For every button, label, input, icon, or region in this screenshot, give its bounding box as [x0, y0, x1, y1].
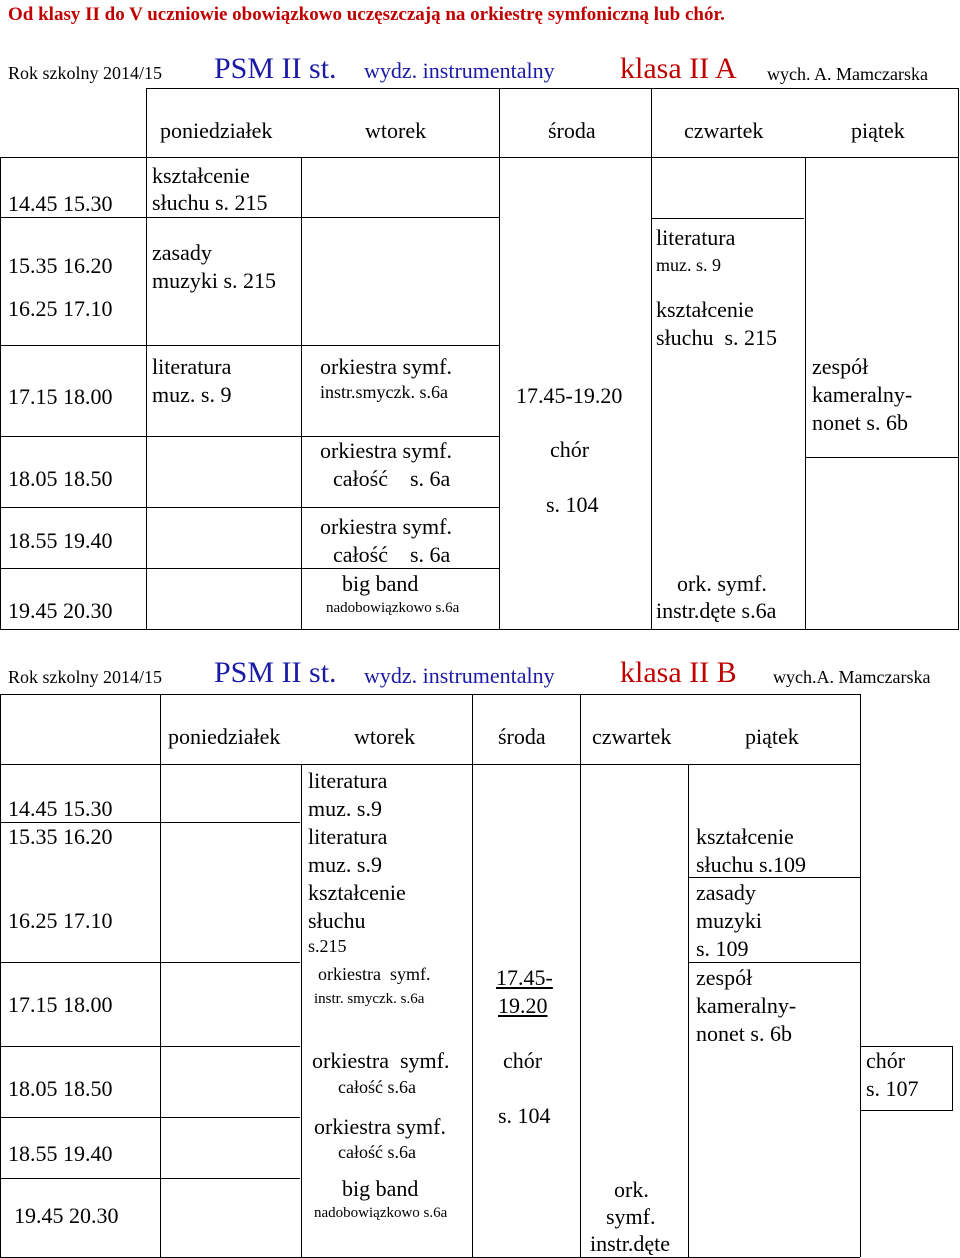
lesson-chamber-ensemble: zespół [696, 965, 753, 990]
lesson-chamber-ensemble-room: nonet s. 6b [812, 410, 908, 435]
lesson-orchestra-full-room: całość s.6a [338, 1077, 416, 1097]
lesson-big-band: big band [342, 1176, 419, 1201]
grid-line [146, 88, 147, 629]
grid-line [301, 157, 302, 629]
lesson-music-literature-room: muz. s.9 [308, 852, 382, 877]
class-name: klasa II B [620, 656, 737, 689]
school-year: Rok szkolny 2014/15 [8, 63, 163, 83]
grid-line [0, 822, 300, 823]
grid-line [0, 507, 500, 508]
grid-line [0, 1178, 300, 1179]
lesson-orchestra-full: orkiestra symf. [320, 438, 452, 463]
lesson-orchestra-full-room: całość s.6a [338, 1142, 416, 1162]
lesson-music-literature: literatura [308, 768, 388, 793]
lesson-music-literature: literatura [656, 225, 736, 250]
lesson-orchestra-winds: ork. [614, 1177, 649, 1202]
grid-line [0, 694, 860, 695]
day-header-tuesday: wtorek [365, 118, 427, 143]
grid-line [958, 88, 959, 629]
lesson-music-rules-2: muzyki [696, 908, 762, 933]
time-slot: 17.15 18.00 [8, 992, 113, 1017]
choir-time-end: 19.20 [498, 993, 548, 1018]
lesson-orchestra-winds-room: instr.dęte [590, 1231, 671, 1256]
grid-line [806, 457, 959, 458]
lesson-chamber-ensemble-room: nonet s. 6b [696, 1021, 792, 1046]
lesson-chamber-ensemble-type: kameralny- [812, 382, 913, 407]
grid-line [952, 1046, 953, 1111]
day-header-thursday: czwartek [684, 118, 764, 143]
lesson-ear-training: kształcenie [696, 824, 794, 849]
grid-line [0, 764, 860, 765]
lesson-ear-training: kształcenie [152, 163, 250, 188]
lesson-music-rules: zasady [152, 240, 212, 265]
time-slot: 19.45 20.30 [8, 598, 113, 623]
grid-line [0, 1046, 300, 1047]
lesson-music-rules: zasady [696, 880, 756, 905]
lesson-orchestra-strings: orkiestra symf. [320, 354, 452, 379]
time-slot: 15.35 16.20 [8, 824, 113, 849]
grid-line [860, 694, 861, 1257]
class-teacher: wych.A. Mamczarska [773, 667, 931, 687]
compulsory-note: Od klasy II do V uczniowie obowiązkowo uczęszczają na orkiestrę symfoniczną lub chór. [8, 4, 725, 25]
lesson-orchestra-strings-room: instr. smyczk. s.6a [314, 991, 425, 1007]
lesson-choir-room: s. 107 [866, 1076, 919, 1101]
lesson-ear-training: kształcenie [656, 297, 754, 322]
day-header-friday: piątek [851, 118, 905, 143]
choir-time: 17.45-19.20 [516, 383, 623, 408]
lesson-orchestra-winds: ork. symf. [677, 571, 767, 596]
grid-line [805, 157, 806, 629]
lesson-orchestra-winds-2: symf. [606, 1204, 656, 1229]
grid-line [0, 1117, 300, 1118]
lesson-ear-training-2: słuchu [308, 908, 366, 933]
day-header-thursday: czwartek [592, 724, 672, 749]
time-slot: 14.45 15.30 [8, 796, 113, 821]
grid-line [0, 629, 959, 630]
day-header-friday: piątek [745, 724, 799, 749]
lesson-orchestra-full: orkiestra symf. [314, 1114, 446, 1139]
lesson-chamber-ensemble: zespół [812, 354, 869, 379]
day-header-wednesday: środa [548, 118, 596, 143]
lesson-music-literature: literatura [152, 354, 232, 379]
grid-line [146, 88, 959, 89]
time-slot: 18.55 19.40 [8, 528, 113, 553]
grid-line [860, 1110, 953, 1111]
lesson-choir: chór [866, 1048, 906, 1073]
lesson-music-literature-room: muz. s.9 [308, 796, 382, 821]
lesson-music-literature-room: muz. s. 9 [656, 255, 721, 275]
grid-line [160, 694, 161, 1257]
lesson-choir-room: s. 104 [546, 492, 599, 517]
choir-time: 17.45- [496, 965, 553, 990]
lesson-orchestra-full: orkiestra symf. [312, 1048, 450, 1073]
lesson-orchestra-full: orkiestra symf. [320, 514, 452, 539]
time-slot: 19.45 20.30 [14, 1203, 119, 1228]
time-slot: 15.35 16.20 [8, 253, 113, 278]
lesson-chamber-ensemble-type: kameralny- [696, 993, 797, 1018]
class-name: klasa II A [620, 52, 737, 85]
grid-line [0, 157, 1, 629]
class-teacher: wych. A. Mamczarska [767, 64, 928, 84]
lesson-music-literature: literatura [308, 824, 388, 849]
school-name: PSM II st. [214, 52, 337, 85]
grid-line [860, 1046, 953, 1047]
day-header-monday: poniedziałek [168, 724, 281, 749]
department: wydz. instrumentalny [364, 663, 555, 688]
lesson-choir: chór [503, 1048, 543, 1073]
grid-line [688, 962, 860, 963]
grid-line [651, 88, 652, 629]
day-header-wednesday: środa [498, 724, 546, 749]
grid-line [0, 436, 500, 437]
day-header-tuesday: wtorek [354, 724, 416, 749]
grid-line [0, 568, 500, 569]
grid-line [0, 345, 500, 346]
grid-line [499, 88, 500, 629]
time-slot: 18.05 18.50 [8, 466, 113, 491]
lesson-orchestra-strings: orkiestra symf. [318, 964, 431, 984]
lesson-choir-room: s. 104 [498, 1103, 551, 1128]
lesson-music-literature-room: muz. s. 9 [152, 382, 232, 407]
lesson-orchestra-full-room: całość s. 6a [333, 542, 451, 567]
time-slot: 17.15 18.00 [8, 384, 113, 409]
grid-line [472, 694, 473, 1257]
grid-line [0, 962, 300, 963]
lesson-orchestra-strings-room: instr.smyczk. s.6a [320, 382, 448, 402]
grid-line [580, 694, 581, 1257]
lesson-big-band-room: nadobowiązkowo s.6a [314, 1205, 448, 1221]
department: wydz. instrumentalny [364, 58, 555, 83]
lesson-orchestra-winds-room: instr.dęte s.6a [656, 598, 777, 623]
lesson-big-band-room: nadobowiązkowo s.6a [326, 600, 460, 616]
time-slot: 16.25 17.10 [8, 908, 113, 933]
lesson-ear-training: kształcenie [308, 880, 406, 905]
school-name: PSM II st. [214, 656, 337, 689]
time-slot: 16.25 17.10 [8, 296, 113, 321]
lesson-ear-training-room: słuchu s.109 [696, 852, 806, 877]
lesson-music-rules-room: muzyki s. 215 [152, 268, 277, 293]
time-slot: 18.05 18.50 [8, 1076, 113, 1101]
grid-line [0, 157, 959, 158]
lesson-ear-training-room: słuchu s. 215 [656, 325, 777, 350]
grid-line [0, 694, 1, 1257]
day-header-monday: poniedziałek [160, 118, 273, 143]
lesson-big-band: big band [342, 571, 419, 596]
grid-line [0, 217, 500, 218]
lesson-music-rules-room: s. 109 [696, 936, 749, 961]
lesson-ear-training-room: słuchu s. 215 [152, 190, 268, 215]
lesson-ear-training-room: s.215 [308, 936, 347, 956]
lesson-choir: chór [550, 437, 590, 462]
grid-line [652, 218, 804, 219]
grid-line [688, 764, 689, 1257]
grid-line [301, 764, 302, 1257]
time-slot: 18.55 19.40 [8, 1141, 113, 1166]
school-year: Rok szkolny 2014/15 [8, 667, 163, 687]
lesson-orchestra-full-room: całość s. 6a [333, 466, 451, 491]
time-slot: 14.45 15.30 [8, 191, 113, 216]
